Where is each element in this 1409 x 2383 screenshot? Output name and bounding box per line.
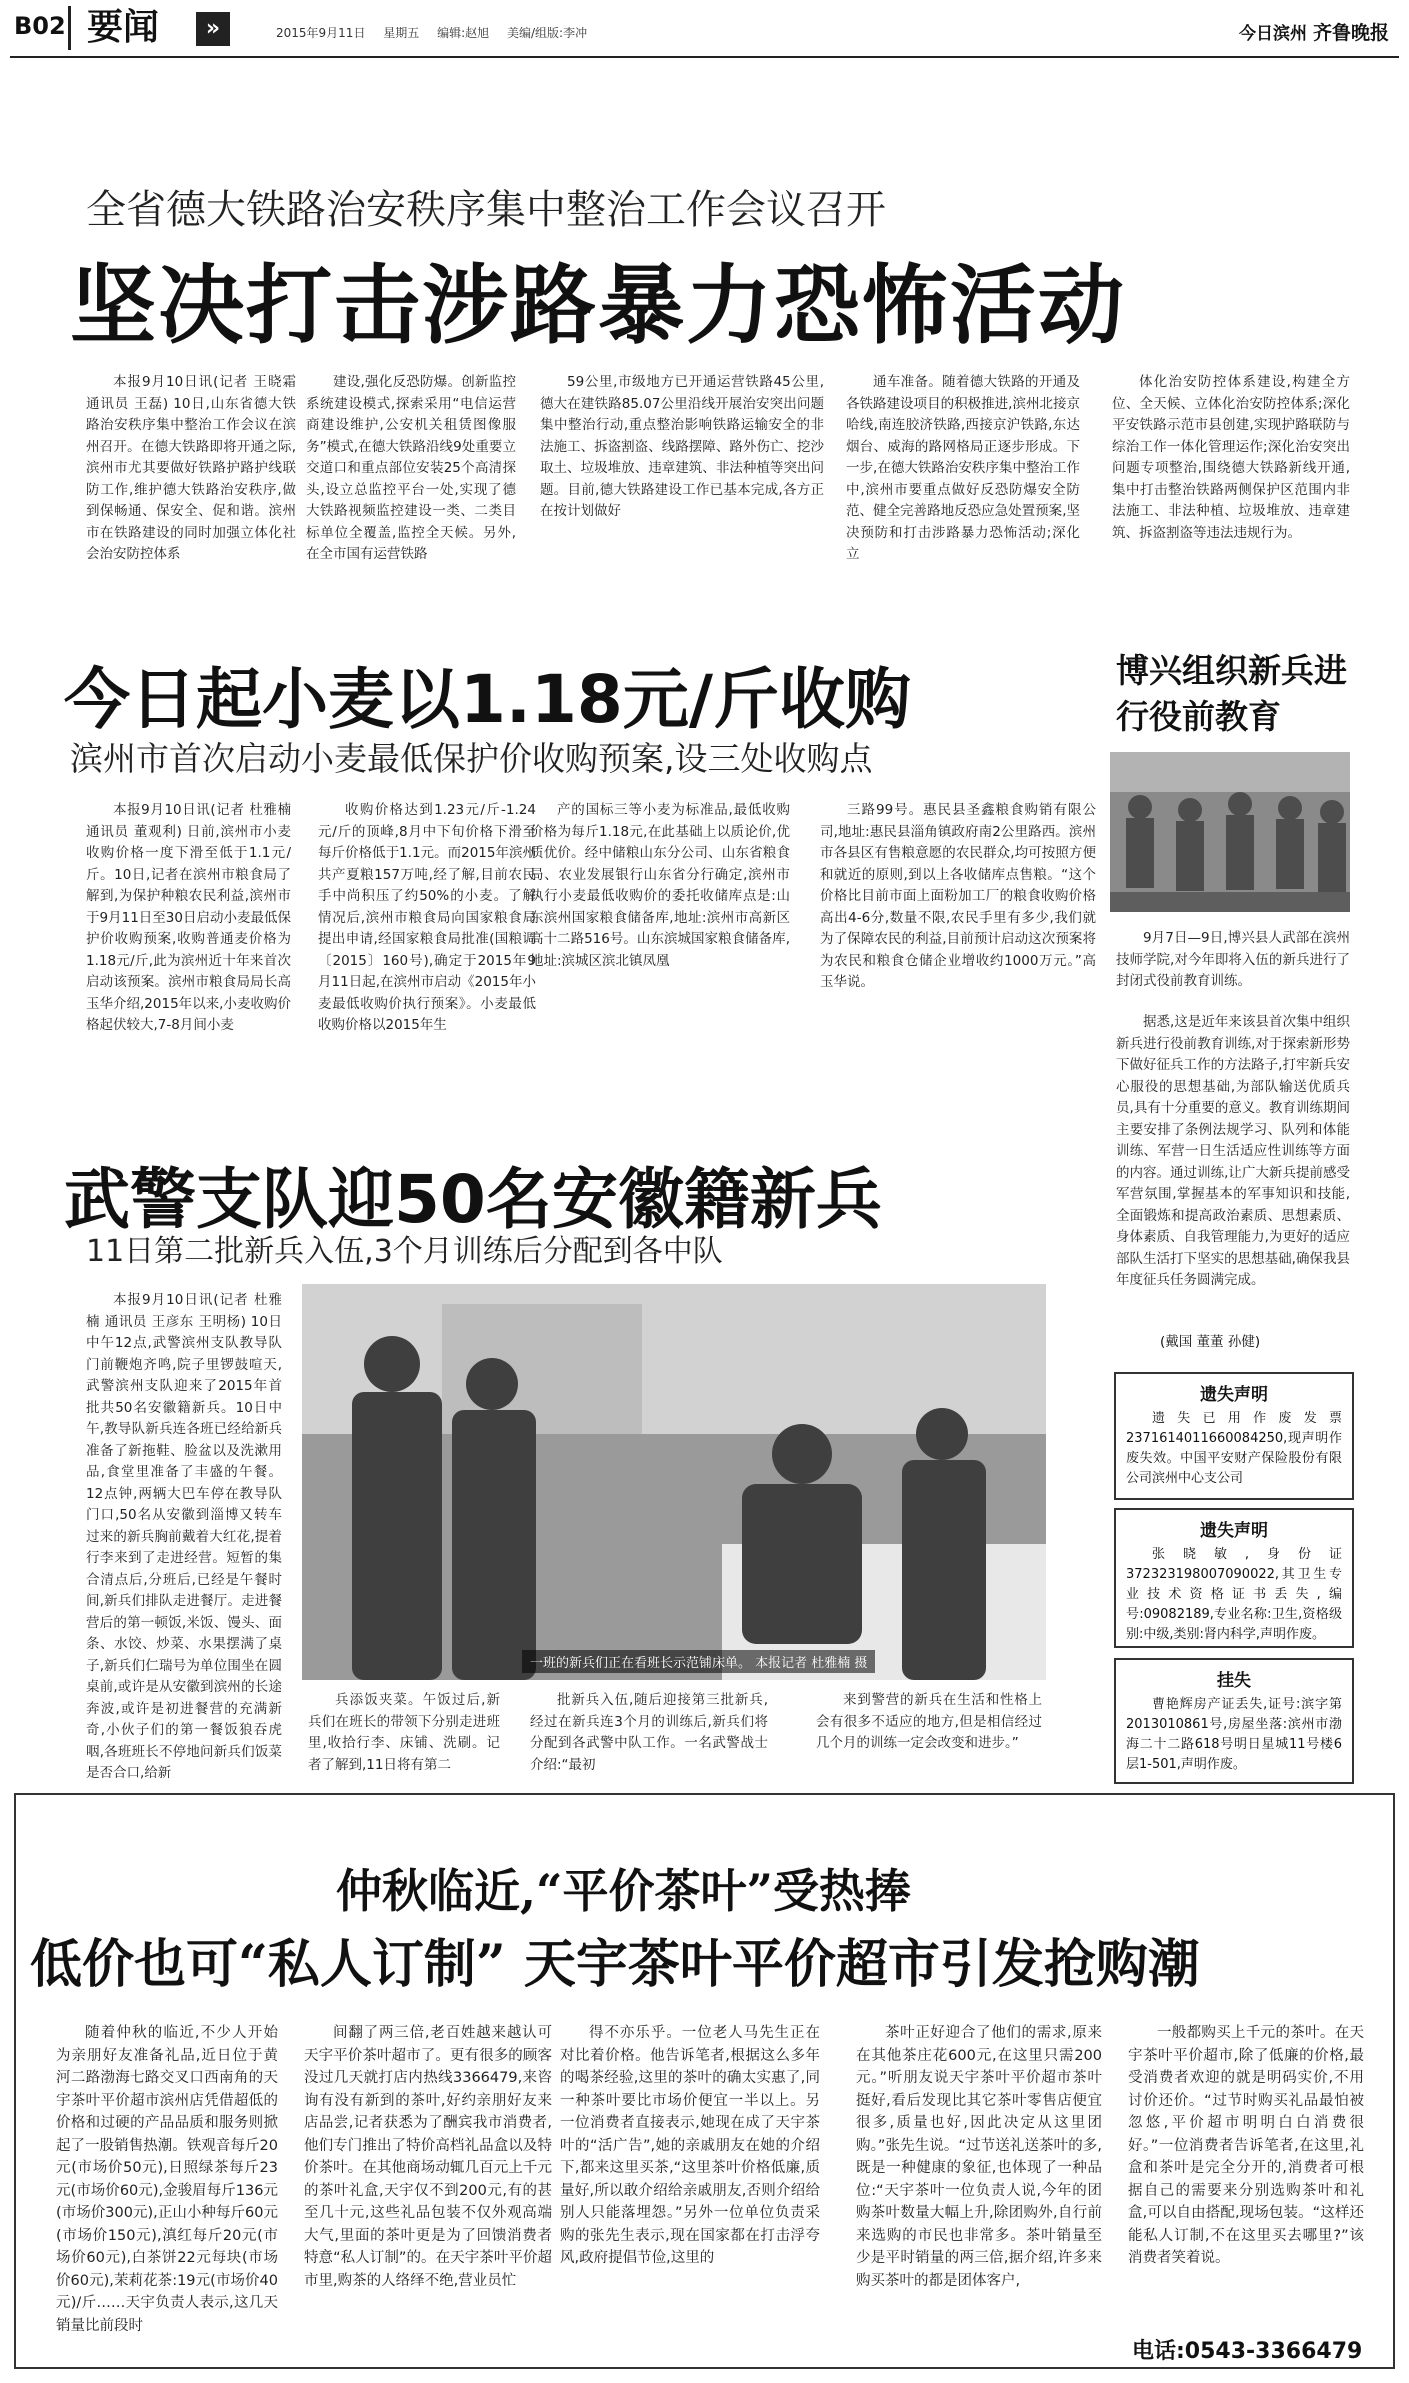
notice-body: 张晓敏,身份证372323198007090022,其卫生专业技术资格证书丢失,编号:09082189,专业名称:卫生,资格级别:中级,类别:肾内科学,声明作废。 — [1126, 1547, 1342, 1642]
designer: 美编/组版:李冲 — [507, 26, 588, 40]
article1-column-5: 体化治安防控体系建设,构建全方位、全天候、立体化治安防控体系;深化平安铁路示范市县创建,实现护路联防与综治工作一体化管理运作;深化治安突出问题专项整治,围绕德大铁路新线开通,集中打击整治铁路两侧保护区范围内非法施工、非法种植、垃圾堆放、违章建筑、拆盗割盗等违法违规行为。 — [1112, 374, 1350, 541]
advert-column-5: 一般都购买上千元的茶叶。在天宇茶叶平价超市,除了低廉的价格,最受消费者欢迎的就是明码实价,不用讨价还价。“过节时购买礼品最怕被忽悠,平价超市明明白白消费很好。”一位消费者告诉笔者,在这里,礼盒和茶叶是完全分开的,消费者可根据自己的需要来分别选购茶叶和礼盒,可以自由搭配,现场包装。“这样还能私人订制,不在这里买去哪里?”该消费者笑着说。 — [1128, 2025, 1364, 2266]
sidebar-author: (戴国 董董 孙健) — [1160, 1334, 1261, 1350]
article2-column-2: 收购价格达到1.23元/斤-1.24元/斤的顶峰,8月中下旬价格下滑至每斤价格低于1.1元。而2015年滨州共产夏粮157万吨,经了解,目前农民手中尚积压了约50%的小麦。了解情况后,滨州市粮食局向国家粮食局提出申请,经国家粮食局批准(国粮调〔2015〕160号),确定于2015年9月11日起,在滨州市启动《2015年小麦最低收购价执行预案》。小麦最低收购价格以2015年生 — [318, 802, 536, 1033]
article3-subtitle: 11日第二批新兵入伍,3个月训练后分配到各中队 — [86, 1234, 723, 1269]
article2-column-1: 本报9月10日讯(记者 杜雅楠 通讯员 董观利) 日前,滨州市小麦收购价格一度下滑至低于1.1元/斤。10日,记者在滨州市粮食局了解到,为保护种粮农民利益,滨州市于9月11日至30日启动小麦最低保护价收购预案,收购普通麦价格为1.18元/斤,此为滨州近十年来首次启动该预案。滨州市粮食局局长高玉华介绍,2015年以来,小麦收购价格起伏较大,7-8月间小麦 — [86, 802, 291, 1033]
issue-info — [276, 24, 601, 41]
sidebar-photo — [1110, 752, 1350, 912]
issue-date: 2015年9月11日 — [276, 26, 366, 40]
article2-column-4: 三路99号。惠民县圣鑫粮食购销有限公司,地址:惠民县淄角镇政府南2公里路西。滨州市各县区有售粮意愿的农民群众,均可按照方便和就近的原则,到以上各收储库点售粮。“这个价格比目前市面上面粉加工厂的粮食收购价格高出4-6分,数量不限,农民手里有多少,我们就为了保障农民的利益,目前预计启动这次预案将为农民和粮食仓储企业增收约1000万元。”高玉华说。 — [820, 802, 1096, 990]
article3-bottom-column-1: 兵添饭夹菜。午饭过后,新兵们在班长的带领下分别走进班里,收拾行李、床铺、洗刷。记者了解到,11日将有第二 — [308, 1692, 500, 1773]
article2-title: 今日起小麦以1.18元/斤收购 — [64, 661, 911, 738]
article3-photo — [302, 1284, 1046, 1680]
article3-left-column: 本报9月10日讯(记者 杜雅楠 通讯员 王彦东 王明杨) 10日中午12点,武警滨州支队教导队门前鞭炮齐鸣,院子里锣鼓喧天,武警滨州支队迎来了2015年首批共50名安徽籍新兵。10日中午,教导队新兵连各班已经给新兵准备了新拖鞋、脸盆以及洗漱用品,食堂里准备了丰盛的午餐。12点钟,两辆大巴车停在教导队门口,50名从安徽到淄博又转车过来的新兵胸前戴着大红花,提着行李来到了走进经营。短暂的集合清点后,分班后,已经是午餐时间,新兵们排队走进餐厅。走进餐营后的第一顿饭,米饭、馒头、面条、水饺、炒菜、水果摆满了桌子,新兵们仁瑞号为单位围坐在圆桌前,或许是从安徽到滨州的长途奔波,或许是初进餐营的充满新奇,小伙子们的第一餐饭狼吞虎咽,各班班长不停地问新兵们饭菜是否合口,给新 — [86, 1292, 282, 1780]
notice-title: 遗失声明 — [1200, 1521, 1268, 1541]
soldiers-making-bed-illustration — [302, 1284, 1046, 1680]
advert-title-2: 低价也可“私人订制” 天宇茶叶平价超市引发抢购潮 — [30, 1934, 1200, 1995]
notice-body: 遗失已用作废发票2371614011660084250,现声明作废失效。中国平安财产保险股份有限公司滨州中心支公司 — [1126, 1411, 1342, 1486]
recruits-training-illustration — [1110, 752, 1350, 912]
article1-column-1: 本报9月10日讯(记者 王晓霜 通讯员 王磊) 10日,山东省德大铁路治安秩序集中整治工作会议在滨州召开。在德大铁路即将开通之际,滨州市尤其要做好铁路护路护线联防工作,维护德大铁路治安秩序,做到保畅通、保安全、促和谐。滨州市在铁路建设的同时加强立体化社会治安防控体系 — [86, 374, 296, 562]
advert-column-2: 间翻了两三倍,老百姓越来越认可天宇平价茶叶超市了。更有很多的顾客没过几天就打店内热线3366479,来咨询有没有新到的茶叶,好约亲朋好友来店品尝,记者获悉为了酬宾我市消费者,他们专门推出了特价高档礼品盒以及特价茶叶。在其他商场动辄几百元上千元的茶叶礼盒,天宇仅不到200元,有的甚至几十元,这些礼品包装不仅外观高端大气,里面的茶叶更是为了回馈消费者特意“私人订制”的。在天宇茶叶平价超市里,购茶的人络绎不绝,营业员忙 — [304, 2025, 552, 2289]
notice-title: 挂失 — [1217, 1671, 1251, 1691]
article1-pretitle: 全省德大铁路治安秩序集中整治工作会议召开 — [86, 187, 886, 233]
article3-bottom-column-3: 来到警营的新兵在生活和性格上会有很多不适应的地方,但是相信经过几个月的训练一定会改变和进步。” — [816, 1692, 1042, 1751]
notice-lost-property-deed — [1114, 1658, 1354, 1784]
article3-bottom-column-2: 批新兵入伍,随后迎接第三批新兵,经过在新兵连3个月的训练后,新兵们将分配到各武警中队工作。一名武警战士介绍:“最初 — [530, 1692, 768, 1773]
article1-column-3: 59公里,市级地方已开通运营铁路45公里,德大在建铁路85.07公里沿线开展治安突出问题集中整治行动,重点整治影响铁路运输安全的非法施工、拆盗割盗、线路摆障、路外伤亡、挖沙取土、垃圾堆放、违章建筑、非法种植等突出问题。目前,德大铁路建设工作已基本完成,各方正在按计划做好 — [540, 374, 824, 519]
sidebar-text-2: 据悉,这是近年来该县首次集中组织新兵进行役前教育训练,对于探索新形势下做好征兵工作的方法路子,打牢新兵安心服役的思想基础,为部队输送优质兵员,具有十分重要的意义。教育训练期间主要安排了条例法规学习、队列和体能训练、军营一日生活适应性训练等方面的内容。通过训练,让广大新兵提前感受军营氛围,掌握基本的军事知识和技能,全面锻炼和提高政治素质、思想素质、身体素质、自我管理能力,为更好的适应部队生活打下坚实的思想基础,确保我县年度征兵任务圆满完成。 — [1116, 1014, 1350, 1288]
header-rule — [10, 56, 1399, 58]
photo-caption: 一班的新兵们正在看班长示范铺床单。 本报记者 杜雅楠 摄 — [522, 1650, 875, 1673]
notice-body: 曹艳辉房产证丢失,证号:滨字第2013010861号,房屋坐落:滨州市渤海二十二路618号明日星城11号楼6层1-501,声明作废。 — [1126, 1697, 1342, 1772]
notice-title: 遗失声明 — [1200, 1385, 1268, 1405]
sidebar-title: 博兴组织新兵进行役前教育 — [1116, 651, 1347, 736]
newspaper-logo: 齐鲁晚报 — [1312, 22, 1389, 44]
page-number: B02 — [14, 12, 66, 40]
advert-column-3: 得不亦乐乎。一位老人马先生正在对比着价格。他告诉笔者,根据这么多年的喝茶经验,这里的茶叶的确太实惠了,同一种茶叶要比市场价便宜一半以上。另一位消费者直接表示,她现在成了天宇茶叶的“活广告”,她的亲戚朋友在她的介绍下,都来这里买茶,“这里茶叶价格低廉,质量好,所以敢介绍给亲戚朋友,否则介绍给别人只能落埋怨。”另外一位单位负责采购的张先生表示,现在国家都在打击浮夸风,政府提倡节俭,这里的 — [560, 2025, 820, 2266]
newspaper-edition: 今日滨州 — [1238, 24, 1307, 44]
advert-title-1: 仲秋临近,“平价茶叶”受热捧 — [336, 1864, 911, 1918]
notice-lost-certificate — [1114, 1508, 1354, 1648]
article3-title: 武警支队迎50名安徽籍新兵 — [64, 1161, 882, 1238]
advert-column-1: 随着仲秋的临近,不少人开始为亲朋好友准备礼品,近日位于黄河二路渤海七路交叉口西南角的天宇茶叶平价超市滨州店凭借超低的价格和过硬的产品品质和服务则掀起了一股销售热潮。铁观音每斤20元(市场价50元),日照绿茶每斤23元(市场价60元),金骏眉每斤136元(市场价300元),正山小种每斤60元(市场价150元),滇红每斤20元(市场价60元),白茶饼22元每块(市场价60元),茉莉花茶:19元(市场价40元)/斤……天宇负责人表示,这几天销量比前段时 — [56, 2025, 278, 2334]
article1-title: 坚决打击涉路暴力恐怖活动 — [70, 256, 1126, 356]
article1-column-2: 建设,强化反恐防爆。创新监控系统建设模式,探索采用“电信运营商建设维护,公安机关租赁图像服务”模式,在德大铁路沿线9处重要立交道口和重点部位安装25个高清探头,设立总监控平台一处,实现了德大铁路视频监控建设一类、二类目标单位全覆盖,监控全天候。另外,在全市国有运营铁路 — [306, 374, 516, 562]
notice-lost-invoice — [1114, 1372, 1354, 1500]
editor: 编辑:赵旭 — [437, 26, 490, 40]
article1-column-4: 通车准备。随着德大铁路的开通及各铁路建设项目的积极推进,滨州北接京哈线,南连胶济铁路,西接京沪铁路,东达烟台、威海的路网格局正逐步形成。下一步,在德大铁路治安秩序集中整治工作中,滨州市要重点做好反恐防爆安全防范、健全完善路地反恐应急处置预案,坚决预防和打击涉路暴力恐怖活动;深化立 — [846, 374, 1080, 562]
advert-column-4: 茶叶正好迎合了他们的需求,原来在其他茶庄花600元,在这里只需200元。”听朋友说天宇茶叶平价超市茶叶挺好,看后发现比其它茶叶零售店便宜很多,质量也好,因此决定从这里团购。”张先生说。“过节送礼送茶叶的多,既是一种健康的象征,也体现了一种品位:“天宇茶叶一位负责人说,今年的团购茶叶数量大幅上升,除团购外,自行前来选购的市民也非常多。茶叶销量至少是平时销量的两三倍,据介绍,许多来购买茶叶的都是团体客户, — [856, 2025, 1102, 2289]
double-arrow-icon: » — [196, 12, 230, 46]
issue-weekday: 星期五 — [383, 26, 420, 40]
sidebar-text-1: 9月7日—9日,博兴县人武部在滨州技师学院,对今年即将入伍的新兵进行了封闭式役前教育训练。 — [1116, 930, 1350, 989]
advert-phone: 电话:0543-3366479 — [1132, 2339, 1363, 2364]
article2-subtitle: 滨州市首次启动小麦最低保护价收购预案,设三处收购点 — [70, 739, 873, 778]
section-title: 要闻 — [68, 6, 236, 50]
newspaper-name — [1239, 18, 1389, 45]
article2-column-3: 产的国标三等小麦为标准品,最低收购价格为每斤1.18元,在此基础上以质论价,优质优价。经中储粮山东分公司、山东省粮食局、农业发展银行山东省分行确定,滨州市执行小麦最低收购价的委托收储库点是:山东滨州国家粮食储备库,地址:滨州市高新区高十二路516号。山东滨城国家粮食储备库,地址:滨城区滨北镇凤凰 — [530, 802, 790, 969]
